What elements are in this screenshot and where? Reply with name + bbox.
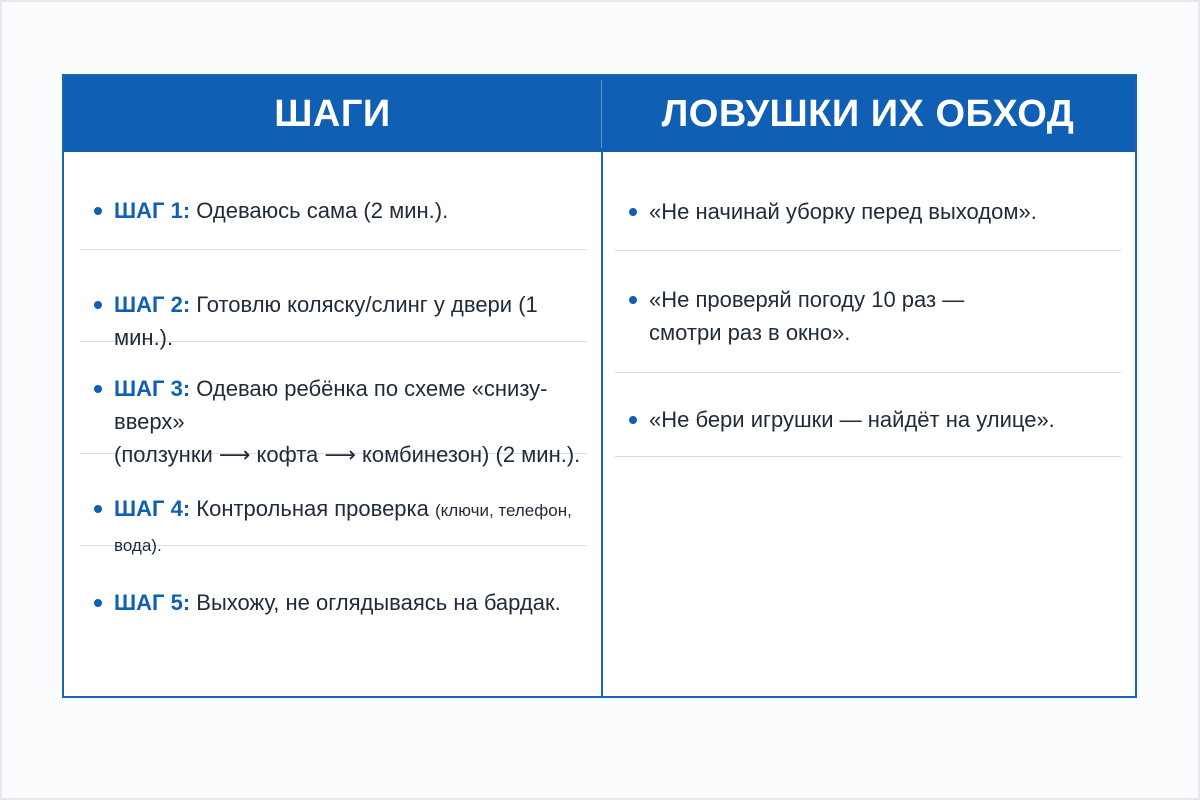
bullet-icon xyxy=(94,385,102,393)
step-label: ШАГ 1: xyxy=(114,198,191,223)
trap-text: «Не начинай уборку перед выходом». xyxy=(649,199,1037,224)
step-description-line2: (ползунки ⟶ кофта ⟶ комбинезон) (2 мин.). xyxy=(114,442,581,467)
bullet-icon xyxy=(629,296,637,304)
step-label: ШАГ 5: xyxy=(114,590,191,615)
bullet-icon xyxy=(94,207,102,215)
traps-header: ЛОВУШКИ ИХ ОБХОД xyxy=(661,92,1075,135)
step-description: Выхожу, не оглядываясь на бардак. xyxy=(196,590,561,615)
trap-text: «Не бери игрушки — найдёт на улице». xyxy=(649,407,1055,432)
step-label: ШАГ 2: xyxy=(114,292,191,317)
step-description: Одеваю ребёнка по схеме «снизу-вверх» xyxy=(114,376,548,434)
step-label: ШАГ 4: xyxy=(114,496,191,521)
list-item xyxy=(629,283,1117,349)
step-text xyxy=(114,372,583,438)
step-label: ШАГ 3: xyxy=(114,376,191,401)
step-row xyxy=(80,250,587,350)
list-item xyxy=(629,195,1117,228)
bullet-icon xyxy=(94,599,102,607)
step-text xyxy=(114,586,583,619)
bullet-icon xyxy=(629,208,637,216)
header-divider xyxy=(601,80,602,148)
step-description: Одеваюсь сама (2 мин.). xyxy=(196,198,449,223)
list-item xyxy=(629,403,1117,436)
trap-row xyxy=(615,251,1121,373)
list-item xyxy=(94,586,583,619)
step-note: (ключи, телефон, вода). xyxy=(114,501,572,555)
list-item xyxy=(94,194,583,227)
steps-header: ШАГИ xyxy=(274,92,391,135)
table-header xyxy=(64,76,1135,152)
steps-and-traps-table xyxy=(62,74,1137,698)
bullet-icon xyxy=(94,301,102,309)
step-row xyxy=(80,342,587,467)
traps-column xyxy=(603,152,1135,696)
trap-row xyxy=(615,373,1121,457)
trap-text: «Не проверяй погоду 10 раз — xyxy=(649,287,965,312)
bullet-icon xyxy=(629,416,637,424)
trap-row xyxy=(615,152,1121,251)
step-row xyxy=(80,546,587,696)
bullet-icon xyxy=(94,505,102,513)
step-row xyxy=(80,152,587,250)
step-row xyxy=(80,454,587,555)
step-description: Контрольная проверка xyxy=(196,496,429,521)
step-text xyxy=(114,194,583,227)
step-description: Готовлю коляску/слинг у двери (1 мин.). xyxy=(114,292,538,350)
steps-column xyxy=(64,152,601,696)
trap-text-line2: смотри раз в окно». xyxy=(649,320,851,345)
